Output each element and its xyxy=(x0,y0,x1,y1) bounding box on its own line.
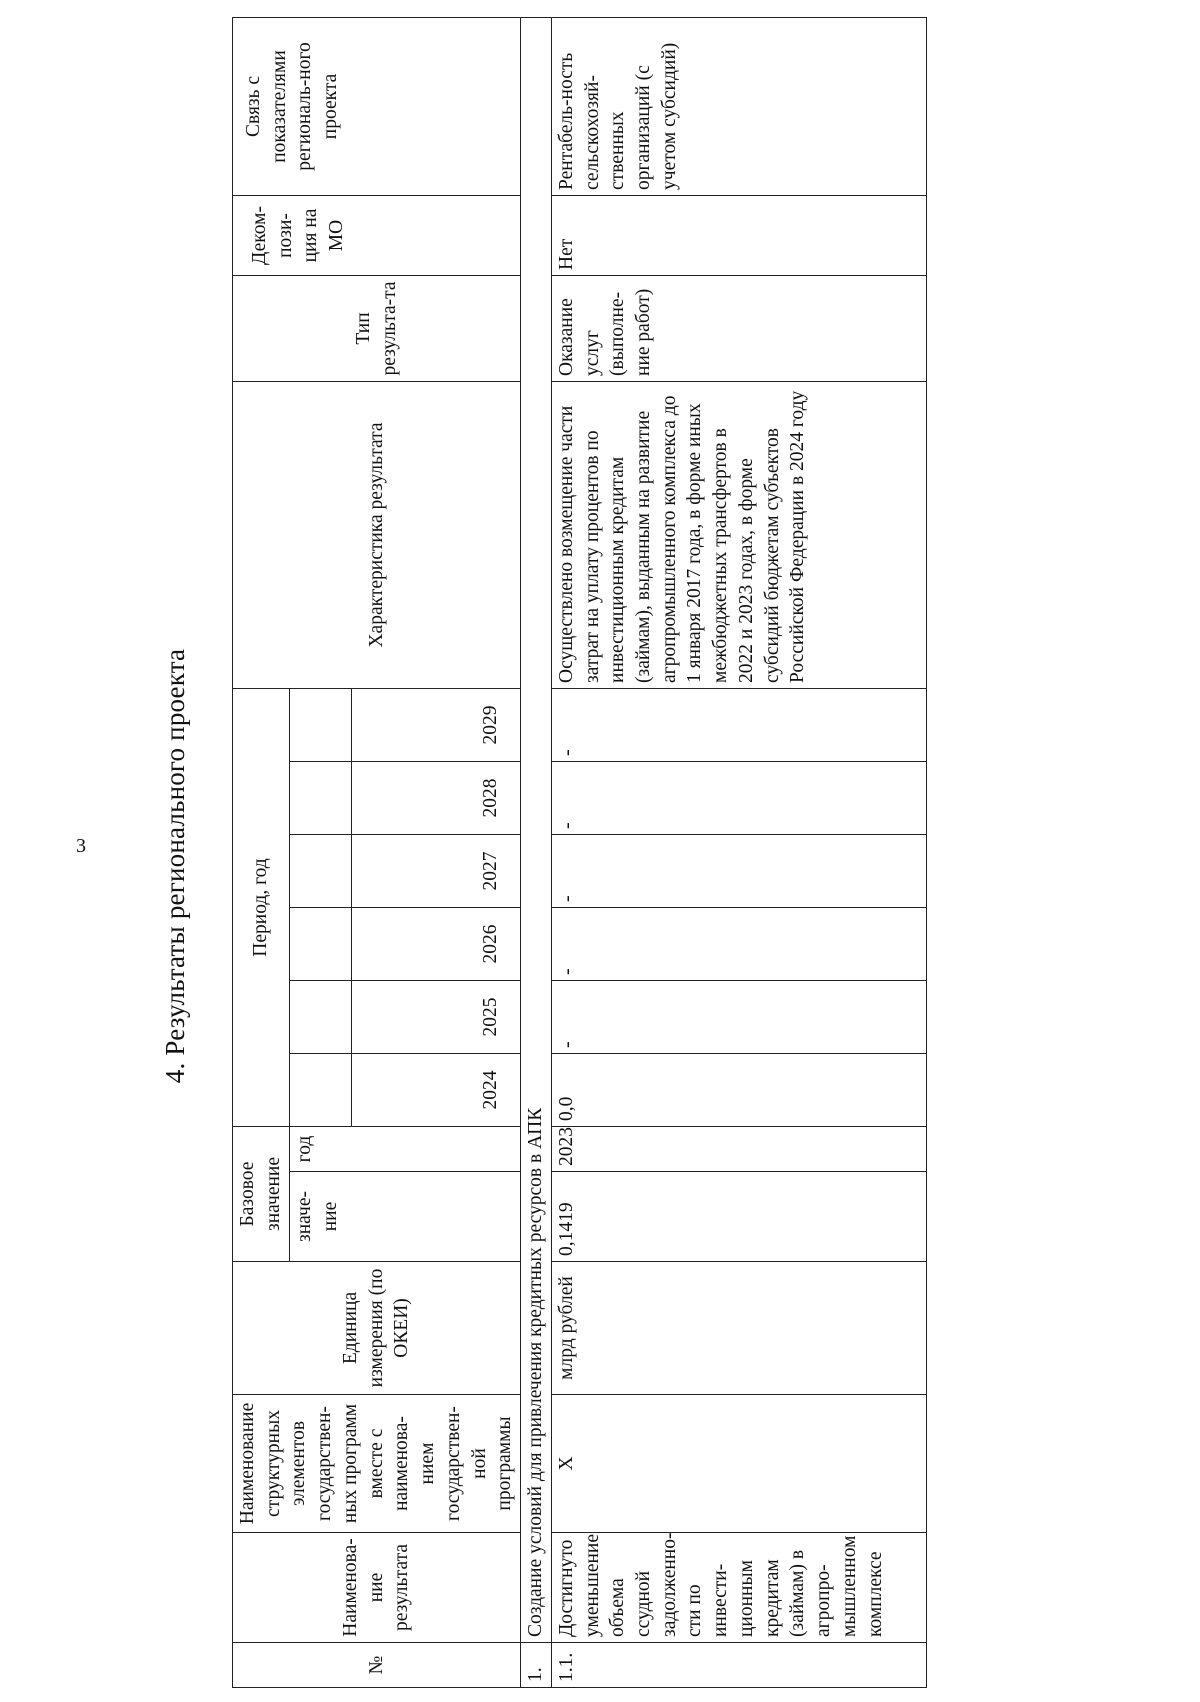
header-base: Базовое значение xyxy=(233,1126,290,1261)
header-year: 2027 xyxy=(352,834,521,907)
header-link: Связь с показателями региональ-ного проекта xyxy=(233,17,521,195)
page-number: 3 xyxy=(76,835,86,857)
row-value-2029: - xyxy=(551,688,926,761)
row-decomposition: Нет xyxy=(551,195,926,275)
row-base-year: 2023 xyxy=(551,1126,926,1171)
row-type: Оказание услуг (выполне-ние работ) xyxy=(551,275,926,381)
row-link: Рентабель-ность сельскохозяй-ственных организаций (с учетом субсидий) xyxy=(551,17,926,195)
header-name: Наименова-ние результата xyxy=(233,1533,521,1643)
header-year: 2028 xyxy=(352,761,521,834)
header-base-year: год xyxy=(290,1126,521,1171)
row-unit: млрд рублей xyxy=(551,1262,926,1395)
row-num: 1.1. xyxy=(551,1643,926,1688)
header-year: 2026 xyxy=(352,907,521,980)
row-base-value: 0,1419 xyxy=(551,1172,926,1262)
results-table xyxy=(232,17,927,1688)
header-year: 2025 xyxy=(352,980,521,1053)
header-period-spacer xyxy=(290,1053,352,1126)
header-period-spacer xyxy=(290,761,352,834)
header-num: № xyxy=(233,1643,521,1688)
table-row xyxy=(551,17,926,1687)
header-structural: Наименование структурных элементов государствен-ных программ вместе с наименова-нием государствен-ной программы xyxy=(233,1395,521,1533)
row-value-2028: - xyxy=(551,761,926,834)
section-num: 1. xyxy=(521,1643,552,1688)
header-period-spacer xyxy=(290,834,352,907)
header-year: 2029 xyxy=(352,688,521,761)
section-row xyxy=(521,17,552,1687)
header-period: Период, год xyxy=(233,688,290,1126)
header-characteristic: Характеристика результата xyxy=(233,381,521,688)
row-name: Достигнуто уменьшение объема ссудной задолженно-сти по инвести-ционным кредитам (займам) в агропро-мышленном комплексе xyxy=(551,1533,926,1643)
row-structural: Х xyxy=(551,1395,926,1533)
row-value-2024: 0,0 xyxy=(551,1053,926,1126)
header-type: Тип результа-та xyxy=(233,275,521,381)
row-value-2027: - xyxy=(551,834,926,907)
section-title: Создание условий для привлечения кредитных ресурсов в АПК xyxy=(521,17,552,1642)
header-period-spacer xyxy=(290,907,352,980)
header-period-spacer xyxy=(290,688,352,761)
header-period-spacer xyxy=(290,980,352,1053)
header-base-value: значе-ние xyxy=(290,1172,521,1262)
header-unit: Единица измерения (по ОКЕИ) xyxy=(233,1262,521,1395)
row-value-2026: - xyxy=(551,907,926,980)
header-year: 2024 xyxy=(352,1053,521,1126)
row-value-2025: - xyxy=(551,980,926,1053)
document-title: 4. Результаты регионального проекта xyxy=(160,648,190,1084)
header-decomposition: Деком-пози-ция на МО xyxy=(233,195,521,275)
header-row-1 xyxy=(233,17,290,1687)
row-characteristic: Осуществлено возмещение части затрат на уплату процентов по инвестиционным кредитам (займам), выданным на развитие агропромышленного комплекса до 1 января 2017 года, в форме иных межбюджетных трансфертов в 2022 и 2023 годах, в форме субсидий бюджетам субъектов Российской Федерации в 2024 году xyxy=(551,381,926,688)
